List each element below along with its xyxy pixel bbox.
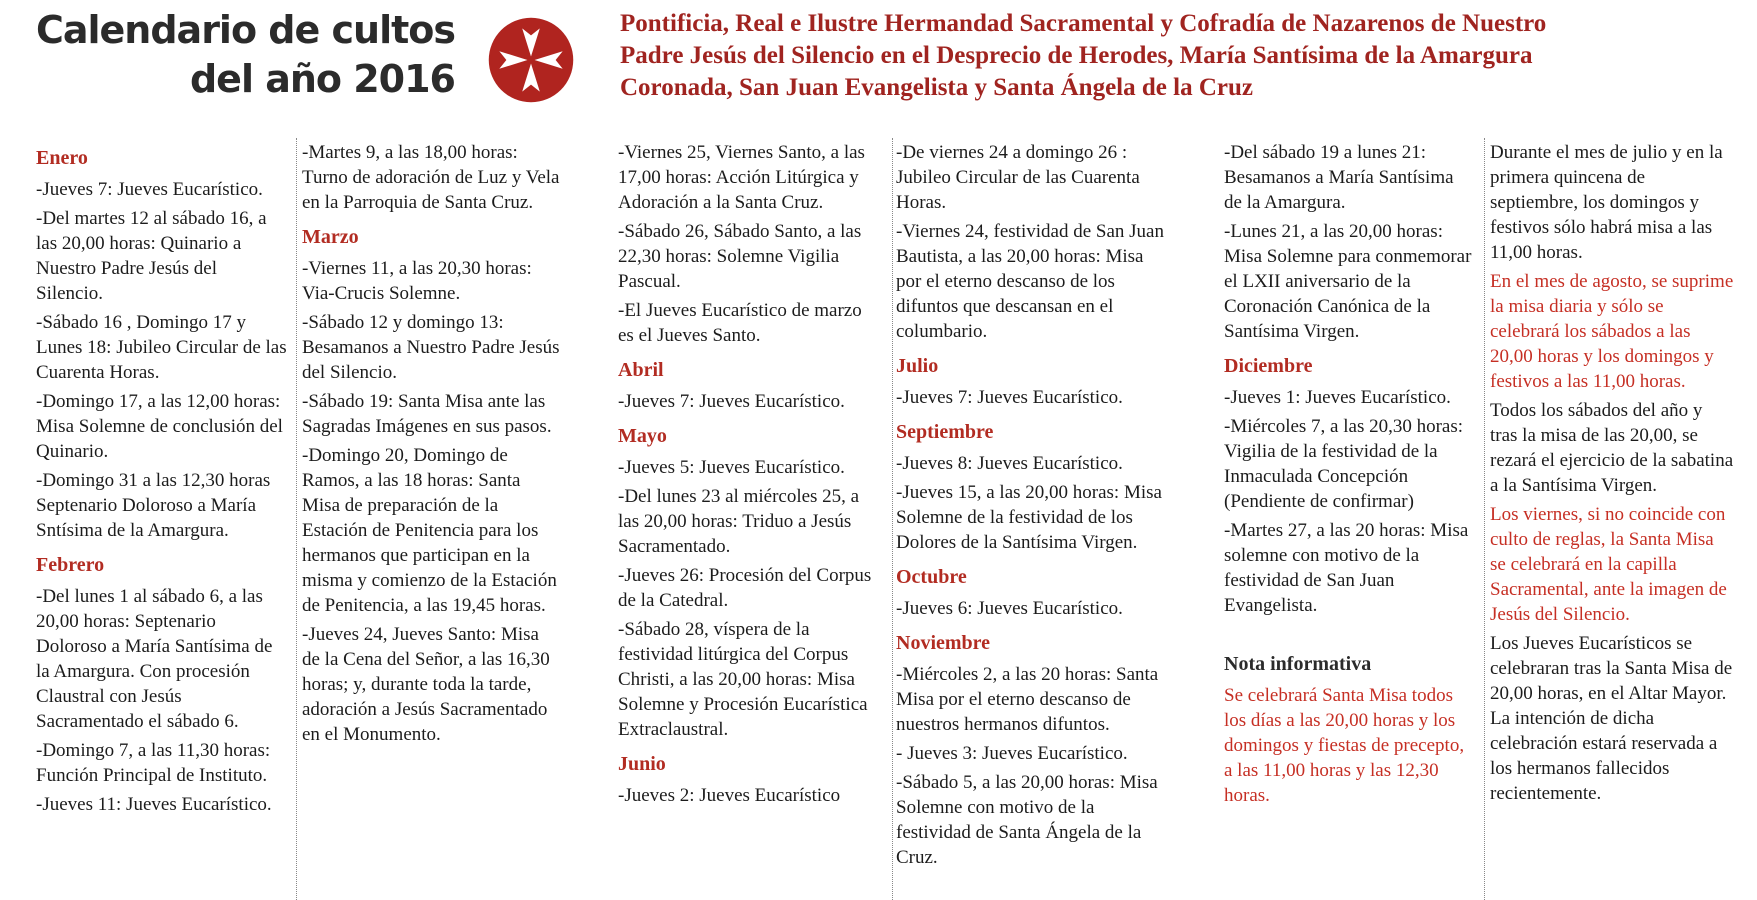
month-heading-septiembre: Septiembre (896, 421, 994, 443)
entry: -Sábado 12 y domingo 13: Besamanos a Nuestro Padre Jesús del Silencio. (302, 312, 560, 383)
entry: -Del lunes 1 al sábado 6, a las 20,00 horas: Septenario Doloroso a María Santísima de la Amargura. Con procesión Claustral con Jesús Sacramentado el sábado 6. (36, 586, 273, 732)
nota-paragraph: En el mes de agosto, se suprime la misa diaria y sólo se celebrará los sábados a las 20,00 horas y los domingos y festivos a las 11,00 horas. (1490, 271, 1734, 392)
entry: -Viernes 11, a las 20,30 horas: Via-Crucis Solemne. (302, 258, 532, 304)
entry: -Domingo 7, a las 11,30 horas: Función Principal de Instituto. (36, 740, 271, 786)
entry: -De viernes 24 a domingo 26 : Jubileo Circular de las Cuarenta Horas. (896, 142, 1140, 213)
calendar-column-1 (36, 140, 288, 900)
page-title (30, 6, 455, 104)
entry: -Miércoles 7, a las 20,30 horas: Vigilia de la festividad de la Inmaculada Concepción (Pendiente de confirmar) (1224, 416, 1464, 512)
entry: -Jueves 2: Jueves Eucarístico (618, 785, 841, 806)
nota-paragraph: Se celebrará Santa Misa todos los días a las 20,00 horas y los domingos y fiestas de precepto, a las 11,00 horas y las 12,30 horas. (1224, 685, 1465, 806)
month-heading-junio: Junio (618, 753, 666, 775)
entry: -Sábado 28, víspera de la festividad litúrgica del Corpus Christi, a las 20,00 horas: Misa Solemne y Procesión Eucarística Extraclaustral. (618, 619, 868, 740)
entry: -Jueves 24, Jueves Santo: Misa de la Cena del Señor, a las 16,30 horas; y, durante toda la tarde, adoración a Jesús Sacramentado en el Monumento. (302, 624, 550, 745)
entry: -Domingo 31 a las 12,30 horas Septenario Doloroso a María Sntísima de la Amargura. (36, 470, 271, 541)
entry: -Jueves 7: Jueves Eucarístico. (896, 387, 1123, 408)
entry: -Sábado 19: Santa Misa ante las Sagradas Imágenes en sus pasos. (302, 391, 552, 437)
column-divider (296, 138, 297, 900)
entry: -Jueves 1: Jueves Eucarístico. (1224, 387, 1451, 408)
nota-paragraph: Todos los sábados del año y tras la misa de las 20,00, se rezará el ejercicio de la sabatina a la Santísima Virgen. (1490, 400, 1734, 496)
entry: -Domingo 20, Domingo de Ramos, a las 18 horas: Santa Misa de preparación de la Estación de Penitencia para los hermanos que participan en la misma y comienzo de la Estación de Penitencia, a las 19,45 horas. (302, 445, 557, 616)
nota-informativa-title: Nota informativa (1224, 653, 1372, 675)
entry: -Domingo 17, a las 12,00 horas: Misa Solemne de conclusión del Quinario. (36, 391, 283, 462)
calendar-column-2 (302, 140, 560, 900)
nota-paragraph: Durante el mes de julio y en la primera quincena de septiembre, los domingos y festivos sólo habrá misa a las 11,00 horas. (1490, 142, 1723, 263)
entry: -Del martes 12 al sábado 16, a las 20,00 horas: Quinario a Nuestro Padre Jesús del Silencio. (36, 208, 267, 304)
title-line-2: del año 2016 (189, 57, 455, 101)
entry: -El Jueves Eucarístico de marzo es el Jueves Santo. (618, 300, 862, 346)
brotherhood-line-2: Padre Jesús del Silencio en el Desprecio de Herodes, María Santísima de la Amargura (620, 42, 1533, 69)
calendar-column-5 (1224, 140, 1474, 900)
month-heading-febrero: Febrero (36, 554, 105, 576)
month-heading-enero: Enero (36, 147, 88, 169)
column-divider (892, 138, 893, 900)
entry: -Jueves 6: Jueves Eucarístico. (896, 598, 1123, 619)
month-heading-noviembre: Noviembre (896, 632, 991, 654)
month-heading-octubre: Octubre (896, 566, 967, 588)
brotherhood-line-3: Coronada, San Juan Evangelista y Santa Ángela de la Cruz (620, 74, 1253, 101)
entry: -Jueves 15, a las 20,00 horas: Misa Solemne de la festividad de los Dolores de la Santísima Virgen. (896, 482, 1162, 553)
entry: -Jueves 11: Jueves Eucarístico. (36, 794, 272, 815)
entry: -Jueves 7: Jueves Eucarístico. (618, 391, 845, 412)
entry: -Lunes 21, a las 20,00 horas: Misa Solemne para conmemorar el LXII aniversario de la Coronación Canónica de la Santísima Virgen. (1224, 221, 1472, 342)
entry: -Viernes 25, Viernes Santo, a las 17,00 horas: Acción Litúrgica y Adoración a la Santa Cruz. (618, 142, 865, 213)
month-heading-diciembre: Diciembre (1224, 355, 1313, 377)
brotherhood-line-1: Pontificia, Real e Ilustre Hermandad Sacramental y Cofradía de Nazarenos de Nuestro (620, 10, 1547, 37)
nota-informativa-column (1490, 140, 1734, 900)
month-heading-julio: Julio (896, 355, 939, 377)
entry: -Martes 9, a las 18,00 horas: Turno de adoración de Luz y Vela en la Parroquia de Santa Cruz. (302, 142, 560, 213)
entry: -Sábado 26, Sábado Santo, a las 22,30 horas: Solemne Vigilia Pascual. (618, 221, 862, 292)
entry: -Jueves 5: Jueves Eucarístico. (618, 457, 845, 478)
entry: -Martes 27, a las 20 horas: Misa solemne con motivo de la festividad de San Juan Evangelista. (1224, 520, 1469, 616)
nota-paragraph: Los Jueves Eucarísticos se celebraran tras la Santa Misa de 20,00 horas, en el Altar Mayor. La intención de dicha celebración estará reservada a los hermanos fallecidos recientemente. (1490, 633, 1733, 804)
month-heading-mayo: Mayo (618, 425, 667, 447)
entry: -Jueves 8: Jueves Eucarístico. (896, 453, 1123, 474)
maltese-cross-icon (487, 16, 575, 104)
entry: -Jueves 7: Jueves Eucarístico. (36, 179, 263, 200)
entry: -Jueves 26: Procesión del Corpus de la Catedral. (618, 565, 872, 611)
entry: -Viernes 24, festividad de San Juan Bautista, a las 20,00 horas: Misa por el eterno descanso de los difuntos que descansan en el columbario. (896, 221, 1164, 342)
month-heading-marzo: Marzo (302, 226, 359, 248)
calendar-column-3 (618, 140, 882, 900)
brotherhood-name (620, 8, 1745, 104)
nota-paragraph: Los viernes, si no coincide con culto de reglas, la Santa Misa se celebrará en la capilla Sacramental, ante la imagen de Jesús del Silencio. (1490, 504, 1727, 625)
entry: -Del lunes 23 al miércoles 25, a las 20,00 horas: Triduo a Jesús Sacramentado. (618, 486, 860, 557)
title-line-1: Calendario de cultos (35, 8, 455, 52)
calendar-column-4 (896, 140, 1164, 900)
entry: -Miércoles 2, a las 20 horas: Santa Misa por el eterno descanso de nuestros hermanos difuntos. (896, 664, 1159, 735)
entry: - Jueves 3: Jueves Eucarístico. (896, 743, 1128, 764)
entry: -Sábado 5, a las 20,00 horas: Misa Solemne con motivo de la festividad de Santa Ángela de la Cruz. (896, 772, 1158, 868)
entry: -Sábado 16 , Domingo 17 y Lunes 18: Jubileo Circular de las Cuarenta Horas. (36, 312, 287, 383)
column-divider (1484, 138, 1485, 900)
month-heading-abril: Abril (618, 359, 664, 381)
entry: -Del sábado 19 a lunes 21: Besamanos a María Santísima de la Amargura. (1224, 142, 1454, 213)
